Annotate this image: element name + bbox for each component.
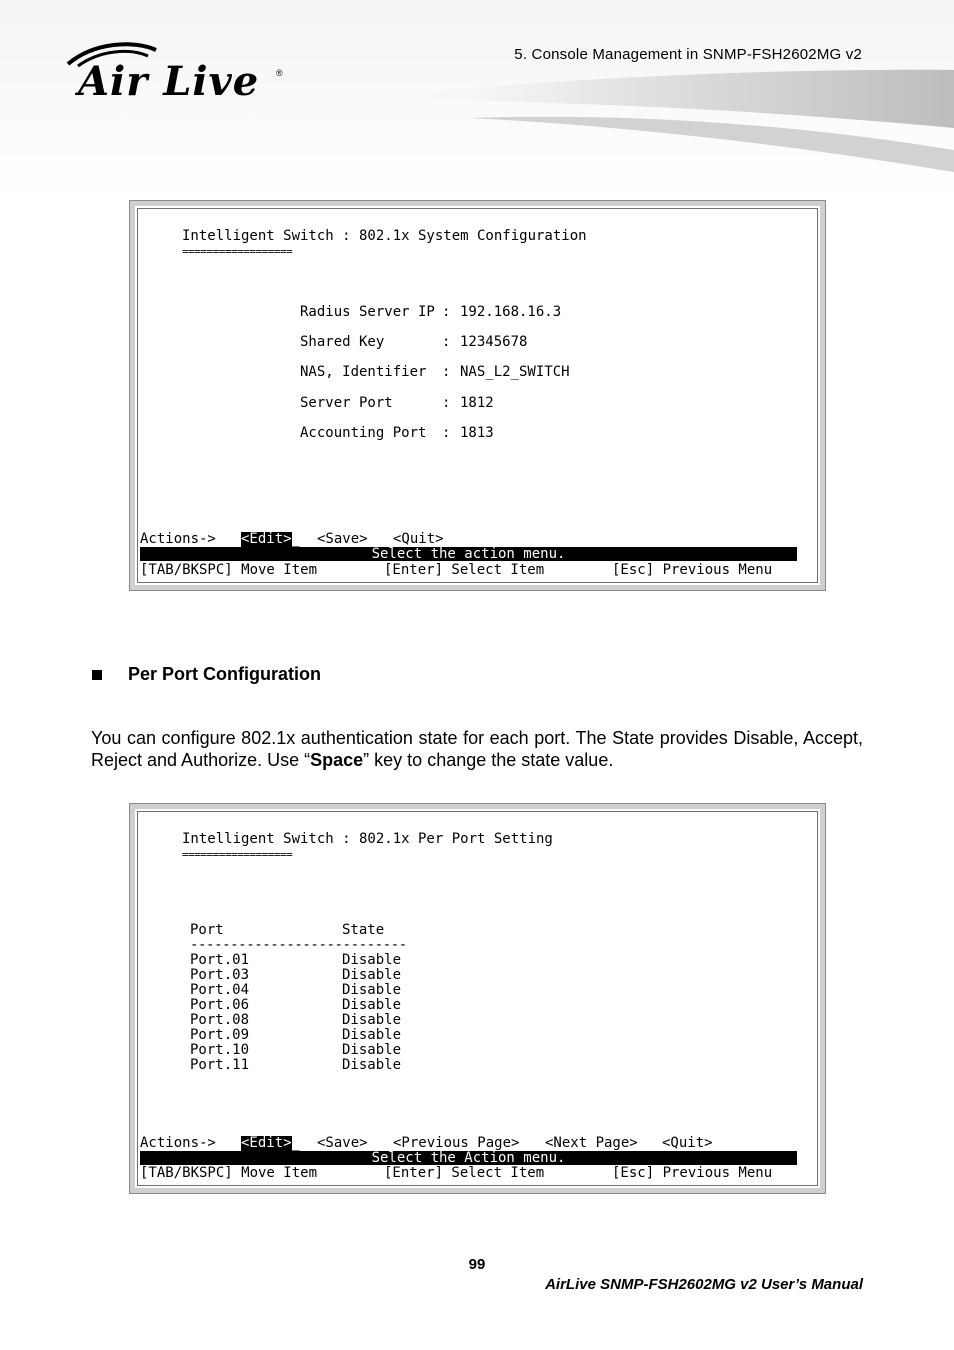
column-header-state: State xyxy=(342,922,385,938)
table-row-port: Port.06 xyxy=(190,997,250,1013)
field-label: NAS, Identifier xyxy=(300,364,427,380)
title-underline: ================== xyxy=(182,848,293,861)
airlive-logo xyxy=(62,40,292,110)
page-number: 99 xyxy=(468,1256,486,1273)
para-text: You can configure 802.1x authentication state for each port. The State provides Disable, Accept, Reject and Authorize. Use “ xyxy=(91,728,863,770)
section-heading-text: Per Port Configuration xyxy=(128,664,321,684)
logo-wordmark: Air Live xyxy=(78,58,260,105)
field-label: Server Port xyxy=(300,395,393,411)
field-separator: : xyxy=(442,304,451,320)
field-value-server-port[interactable]: 1812 xyxy=(460,395,494,411)
logo-registered-mark: ® xyxy=(276,68,283,78)
field-label: Accounting Port xyxy=(300,425,427,441)
field-label: Shared Key xyxy=(300,334,385,350)
table-row-state[interactable]: Disable xyxy=(342,1027,402,1043)
status-bar: Select the Action menu. xyxy=(140,1151,797,1165)
table-row-port: Port.04 xyxy=(190,982,250,998)
table-row-state[interactable]: Disable xyxy=(342,967,402,983)
help-move-item: [TAB/BKSPC] Move Item xyxy=(140,562,318,578)
console-screen xyxy=(137,811,818,1186)
table-row-port: Port.10 xyxy=(190,1042,250,1058)
help-select-item: [Enter] Select Item xyxy=(384,562,545,578)
para-bold-key: Space xyxy=(310,750,364,770)
table-rule: --------------------------- xyxy=(190,937,407,953)
section-heading xyxy=(92,664,321,685)
table-row-port: Port.03 xyxy=(190,967,250,983)
table-row-state[interactable]: Disable xyxy=(342,1042,402,1058)
action-quit-button[interactable]: <Quit> xyxy=(393,531,444,547)
field-separator: : xyxy=(442,425,451,441)
help-previous-menu: [Esc] Previous Menu xyxy=(612,562,773,578)
cursor: _ xyxy=(291,531,300,547)
action-edit-button[interactable]: <Edit> xyxy=(241,531,292,547)
help-move-item: [TAB/BKSPC] Move Item xyxy=(140,1165,318,1181)
help-previous-menu: [Esc] Previous Menu xyxy=(612,1165,773,1181)
table-row-state[interactable]: Disable xyxy=(342,1012,402,1028)
table-row-state[interactable]: Disable xyxy=(342,1057,402,1073)
help-select-item: [Enter] Select Item xyxy=(384,1165,545,1181)
action-edit-button[interactable]: <Edit> xyxy=(241,1135,292,1151)
table-row-port: Port.08 xyxy=(190,1012,250,1028)
field-label: Radius Server IP xyxy=(300,304,435,320)
screen-title: Intelligent Switch : 802.1x Per Port Setting xyxy=(182,831,553,847)
table-row-state[interactable]: Disable xyxy=(342,982,402,998)
field-value-radius-ip[interactable]: 192.168.16.3 xyxy=(460,304,562,320)
table-row-state[interactable]: Disable xyxy=(342,997,402,1013)
actions-label: Actions-> xyxy=(140,531,216,547)
table-row-port: Port.01 xyxy=(190,952,250,968)
console-screenshot-per-port xyxy=(129,803,826,1194)
console-screen xyxy=(137,208,818,583)
field-value-shared-key[interactable]: 12345678 xyxy=(460,334,528,350)
manual-title: AirLive SNMP-FSH2602MG v2 User’s Manual xyxy=(545,1276,863,1293)
para-text-end: ” key to change the state value. xyxy=(363,750,614,770)
field-separator: : xyxy=(442,334,451,350)
field-separator: : xyxy=(442,395,451,411)
action-save-button[interactable]: <Save> xyxy=(317,531,368,547)
status-bar: Select the action menu. xyxy=(140,547,797,561)
table-row-port: Port.09 xyxy=(190,1027,250,1043)
action-next-page-button[interactable]: <Next Page> xyxy=(545,1135,638,1151)
body-paragraph xyxy=(91,727,863,771)
table-row-state[interactable]: Disable xyxy=(342,952,402,968)
square-bullet-icon xyxy=(92,670,102,680)
title-underline: ================== xyxy=(182,245,293,258)
column-header-port: Port xyxy=(190,922,224,938)
actions-label: Actions-> xyxy=(140,1135,216,1151)
action-save-button[interactable]: <Save> xyxy=(317,1135,368,1151)
table-row-port: Port.11 xyxy=(190,1057,250,1073)
field-value-accounting-port[interactable]: 1813 xyxy=(460,425,494,441)
chapter-header: 5. Console Management in SNMP-FSH2602MG v2 xyxy=(514,46,862,63)
screen-title: Intelligent Switch : 802.1x System Configuration xyxy=(182,228,587,244)
field-value-nas-identifier[interactable]: NAS_L2_SWITCH xyxy=(460,364,570,380)
console-screenshot-system-config xyxy=(129,200,826,591)
action-quit-button[interactable]: <Quit> xyxy=(662,1135,713,1151)
action-previous-page-button[interactable]: <Previous Page> xyxy=(393,1135,520,1151)
field-separator: : xyxy=(442,364,451,380)
cursor: _ xyxy=(291,1135,300,1151)
